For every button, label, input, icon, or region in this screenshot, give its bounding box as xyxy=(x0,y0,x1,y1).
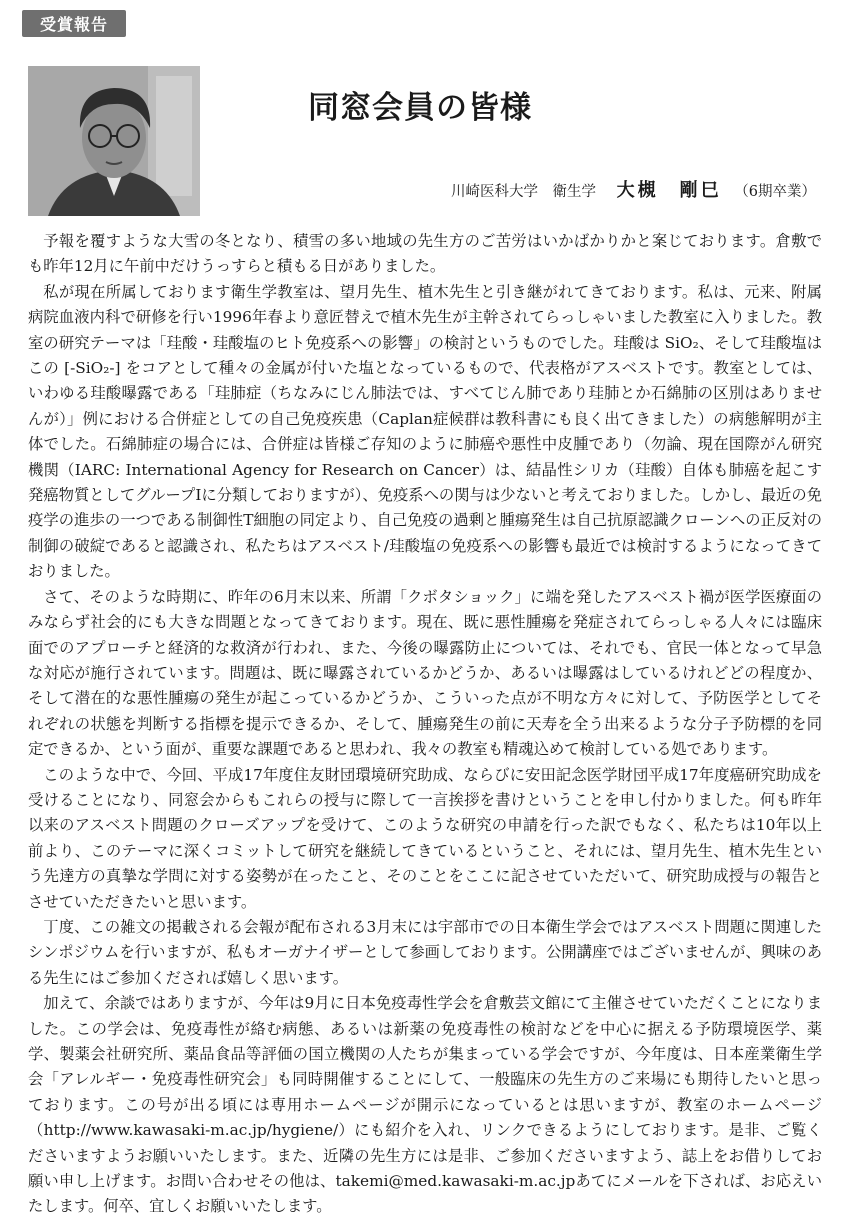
author-byline xyxy=(451,176,816,202)
section-badge: 受賞報告 xyxy=(22,10,126,37)
article-body xyxy=(28,229,822,1220)
body-paragraph: 予報を覆すような大雪の冬となり、積雪の多い地域の先生方のご苦労はいかばかりかと案じております。倉敷でも昨年12月に午前中だけうっすらと積もる日がありました。 xyxy=(28,232,822,276)
body-paragraph: 加えて、余談ではありますが、今年は9月に日本免疫毒性学会を倉敷芸文館にて主催させていただくことになりました。この学会は、免疫毒性が絡む病態、あるいは新薬の免疫毒性の検討などを中心に据える予防環境医学、薬学、製薬会社研究所、薬品食品等評価の国立機関の人たちが集まっている学会ですが、今年度は、日本産業衛生学会「アレルギー・免疫毒性研究会」も同時開催することにして、一般臨床の先生方のご来場にも期待したいと思っております。この号が出る頃には専用ホームページが開示になっているとは思いますが、教室のホームページ（http://www.kawasaki-m.ac.jp/hygiene/）にも紹介を入れ、リンクできるようにしております。是非、ご覧くださいますようお願いいたします。また、近隣の先生方には是非、ご参加くださいますよう、誌上をお借りしてお願い申し上げます。お問い合わせその他は、takemi@med.kawasaki-m.ac.jpあてにメールを下されば、お応えいたします。何卒、宜しくお願いいたします。 xyxy=(28,994,822,1216)
body-paragraph: 丁度、この雑文の掲載される会報が配布される3月末には宇部市での日本衛生学会ではアスベスト問題に関連したシンポジウムを行いますが、私もオーガナイザーとして参画しております。公開講座ではございませんが、興味のある先生にはご参加くだされば嬉しく思います。 xyxy=(28,917,822,987)
article-title: 同窓会員の皆様 xyxy=(308,90,532,126)
author-name: 大槻 剛巳 xyxy=(616,180,722,201)
author-note: （6期卒業） xyxy=(734,184,816,200)
body-paragraph: 私が現在所属しております衛生学教室は、望月先生、植木先生と引き継がれてきております。私は、元来、附属病院血液内科で研修を行い1996年春より意匠替えで植木先生が主幹されてらっしゃいました教室に入りました。教室の研究テーマは「珪酸・珪酸塩のヒト免疫系への影響」の検討というものでした。珪酸は SiO₂、そして珪酸塩はこの [-SiO₂-] をコアとして種々の金属が付いた塩となっているもので、代表格がアスベストです。教室としては、いわゆる珪酸曝露である「珪肺症（ちなみにじん肺法では、すべてじん肺であり珪肺とか石綿肺の区別はありませんが）」例における合併症としての自己免疫疾患（Caplan症候群は教科書にも良く出てきました）の病態解明が主体でした。石綿肺症の場合には、合併症は皆様ご存知のように肺癌や悪性中皮腫であり（勿論、現在国際がん研究機関（IARC: International Agency for Research on Cancer）は、結晶性シリカ（珪酸）自体も肺癌を起こす発癌物質としてグループⅠに分類しておりますが）、免疫系への関与は少ないと考えておりました。しかし、最近の免疫学の進歩の一つである制御性T細胞の同定より、自己免疫の過剰と腫瘍発生は自己抗原認識クローンへの正反対の制御の破綻であると認識され、私たちはアスベスト/珪酸塩の免疫系への影響も最近では検討するようになってきておりました。 xyxy=(28,282,822,581)
body-paragraph: さて、そのような時期に、昨年の6月末以来、所謂「クボタショック」に端を発したアスベスト禍が医学医療面のみならず社会的にも大きな問題となってきております。現在、既に悪性腫瘍を発症されてらっしゃる人々には臨床面でのアプローチと経済的な救済が行われ、また、今後の曝露防止については、それでも、官民一体となって早急な対応が施行されています。問題は、既に曝露されているかどうか、あるいは曝露はしているけれどどの程度か、そして潜在的な悪性腫瘍の発生が起こっているかどうか、こういった点が不明な方々に対して、予防医学としてそれぞれの状態を判断する指標を提示できるか、そして、腫瘍発生の前に天寿を全う出来るような分子予防標的を同定できるか、という面が、重要な課題であると思われ、我々の教室も精魂込めて検討している処であります。 xyxy=(28,587,822,759)
author-affiliation: 川崎医科大学 衛生学 xyxy=(451,184,597,200)
body-paragraph: このような中で、今回、平成17年度住友財団環境研究助成、ならびに安田記念医学財団平成17年度癌研究助成を受けることになり、同窓会からもこれらの授与に際して一言挨拶を書けということを申し付かりました。何も昨年以来のアスベスト問題のクローズアップを受けて、このような研究の申請を行った訳でもなく、私たちは10年以上前より、このテーマに深くコミットして研究を継続してきているということ、それには、望月先生、植木先生という先達方の真摯な学問に対する姿勢が在ったこと、そのことをここに記させていただいて、研究助成授与の報告とさせていただきたいと思います。 xyxy=(28,765,822,911)
author-portrait xyxy=(28,66,200,216)
